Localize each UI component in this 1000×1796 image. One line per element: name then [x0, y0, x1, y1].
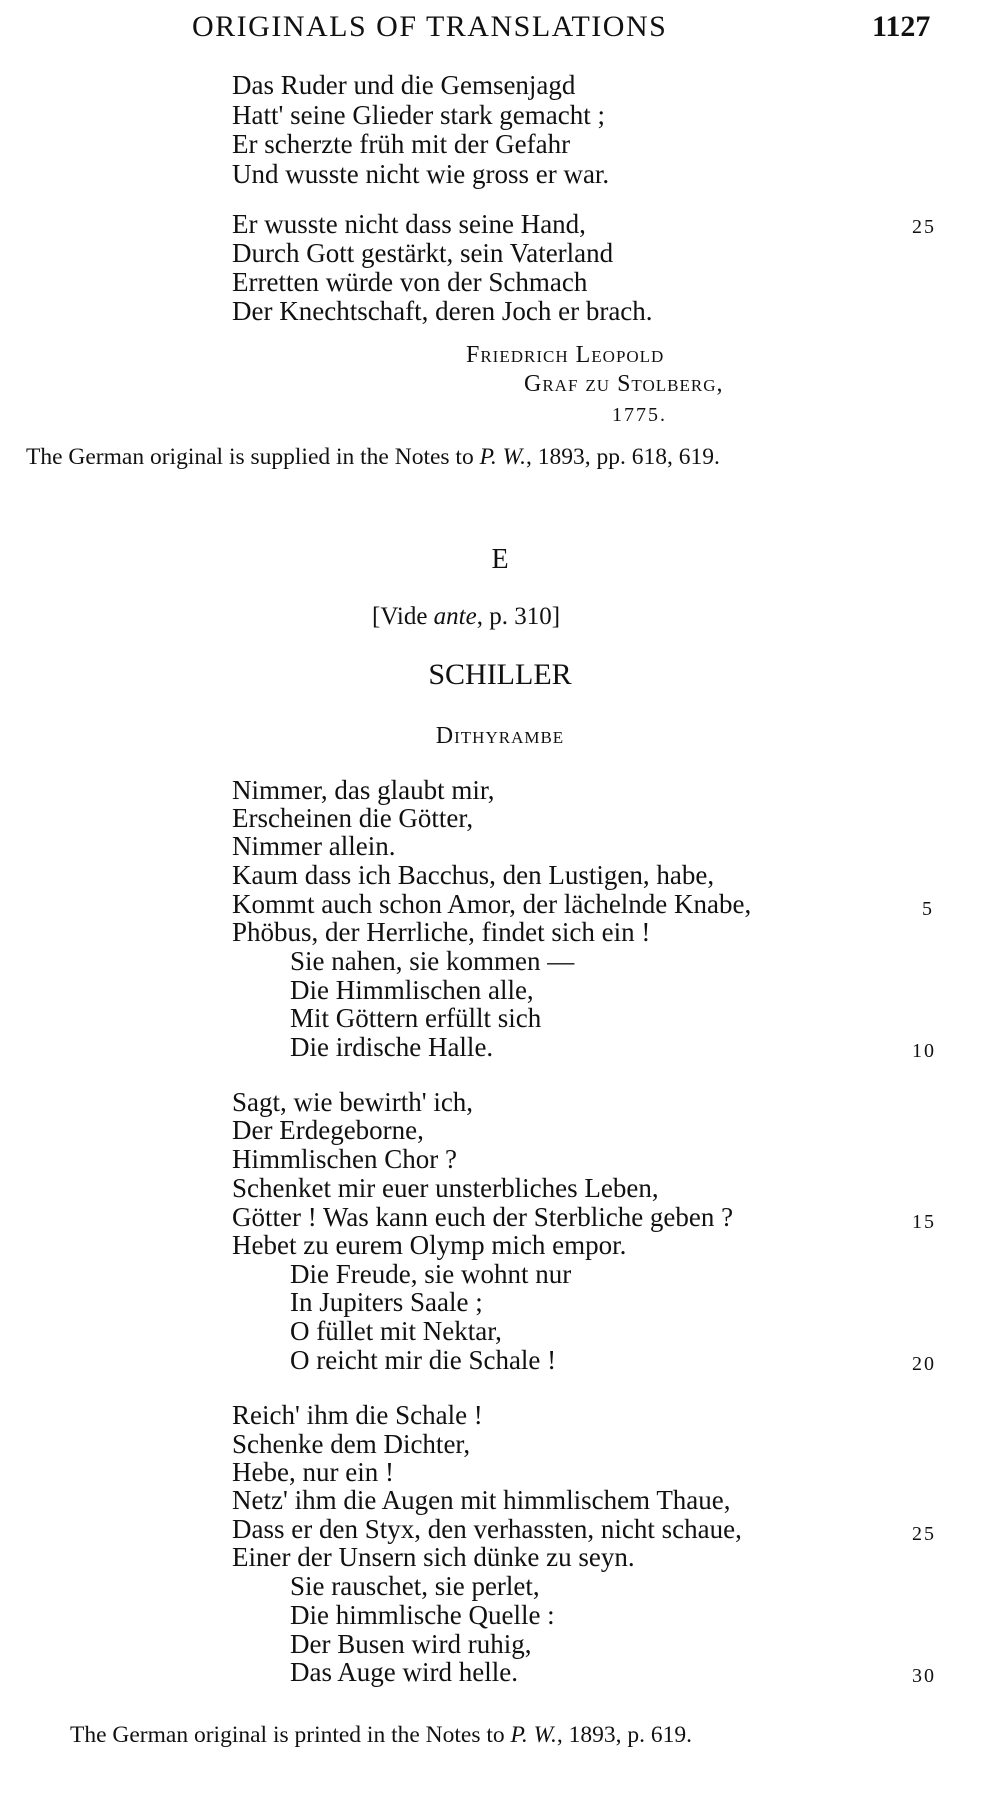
verse-line: Einer der Unsern sich dünke zu seyn.: [232, 1542, 635, 1572]
verse-line: Der Erdegeborne,: [232, 1115, 424, 1145]
verse-line: Götter ! Was kann euch der Sterbliche geben ?: [232, 1202, 734, 1232]
ref-text: , p. 310]: [476, 603, 561, 630]
verse-line: Die irdische Halle.: [290, 1032, 494, 1062]
verse-line: Nimmer, das glaubt mir,: [232, 775, 495, 805]
verse-line: O füllet mit Nektar,: [290, 1316, 502, 1346]
line-number: 25: [912, 1523, 936, 1545]
verse-line: Erscheinen die Götter,: [232, 803, 474, 833]
verse-line: Sagt, wie bewirth' ich,: [232, 1087, 474, 1117]
verse-line: Schenket mir euer unsterbliches Leben,: [232, 1173, 659, 1203]
verse-line: Hebe, nur ein !: [232, 1457, 394, 1487]
verse-line: Reich' ihm die Schale !: [232, 1400, 483, 1430]
poem-title: Dithyrambe: [435, 723, 565, 749]
verse-line: Sie rauschet, sie perlet,: [290, 1571, 540, 1601]
verse-line: Durch Gott gestärkt, sein Vaterland: [232, 238, 614, 268]
running-header: [0, 4, 1000, 44]
line-number: 30: [912, 1665, 936, 1687]
verse-line: Phöbus, der Herrliche, findet sich ein !: [232, 917, 651, 947]
verse-line: Mit Göttern erfüllt sich: [290, 1003, 542, 1033]
note-text: , 1893, pp. 618, 619.: [525, 444, 720, 470]
line-number: 20: [912, 1353, 936, 1375]
line-number: 5: [922, 898, 934, 920]
note-italic: P. W.: [510, 1722, 557, 1748]
verse-line: Netz' ihm die Augen mit himmlischem Thaue,: [232, 1485, 731, 1515]
verse-line: Der Busen wird ruhig,: [290, 1629, 532, 1659]
verse-line: Er wusste nicht dass seine Hand,: [232, 209, 586, 239]
poet-title: SCHILLER: [428, 658, 572, 691]
footnote-schiller: [70, 1722, 692, 1749]
note-italic: P. W.: [479, 444, 526, 470]
verse-line: Das Ruder und die Gemsenjagd: [232, 70, 576, 100]
line-number: 25: [912, 216, 936, 238]
verse-line: Sie nahen, sie kommen —: [290, 946, 575, 976]
verse-line: Erretten würde von der Schmach: [232, 267, 588, 297]
cross-reference: [372, 603, 560, 631]
verse-line: Die Himmlischen alle,: [290, 975, 534, 1005]
author-name: Friedrich Leopold: [466, 342, 665, 368]
verse-line: Er scherzte früh mit der Gefahr: [232, 129, 571, 159]
footnote-stolberg: [26, 444, 720, 471]
verse-line: Die Freude, sie wohnt nur: [290, 1259, 572, 1289]
verse-line: Himmlischen Chor ?: [232, 1144, 457, 1174]
verse-line: Der Knechtschaft, deren Joch er brach.: [232, 296, 653, 326]
verse-line: Und wusste nicht wie gross er war.: [232, 159, 610, 189]
note-text: The German original is supplied in the Notes to: [26, 444, 480, 470]
line-number: 15: [912, 1211, 936, 1233]
verse-line: Kaum dass ich Bacchus, den Lustigen, habe,: [232, 860, 715, 890]
verse-line: Nimmer allein.: [232, 831, 396, 861]
ref-text: [Vide: [372, 603, 434, 630]
verse-line: In Jupiters Saale ;: [290, 1287, 483, 1317]
verse-line: Die himmlische Quelle :: [290, 1600, 555, 1630]
verse-line: Hebet zu eurem Olymp mich empor.: [232, 1230, 627, 1260]
date: 1775.: [612, 404, 667, 426]
verse-line: Schenke dem Dichter,: [232, 1429, 471, 1459]
verse-line: Hatt' seine Glieder stark gemacht ;: [232, 100, 605, 130]
author-title: Graf zu Stolberg,: [524, 371, 724, 397]
note-text: The German original is printed in the Notes to: [70, 1722, 511, 1748]
ref-italic: ante: [433, 603, 477, 630]
line-number: 10: [912, 1040, 936, 1062]
verse-line: O reicht mir die Schale !: [290, 1345, 557, 1375]
section-letter: E: [491, 544, 509, 575]
verse-line: Das Auge wird helle.: [290, 1657, 518, 1687]
verse-line: Kommt auch schon Amor, der lächelnde Knabe,: [232, 889, 752, 919]
page-number: 1127: [872, 10, 931, 43]
note-text: , 1893, p. 619.: [556, 1722, 693, 1748]
verse-line: Dass er den Styx, den verhassten, nicht schaue,: [232, 1514, 742, 1544]
running-title: ORIGINALS OF TRANSLATIONS: [192, 10, 668, 43]
